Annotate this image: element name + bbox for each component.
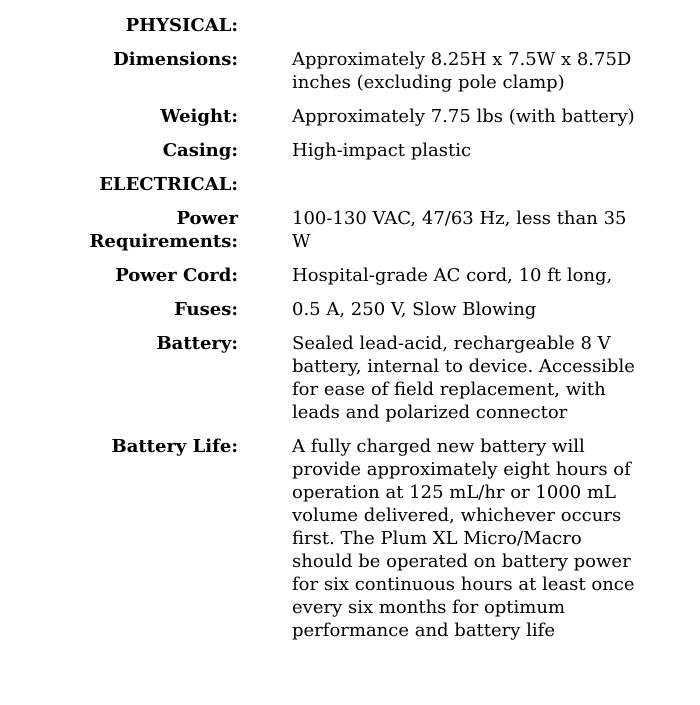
spec-row-battery-life [0,435,700,642]
battery-label: Battery: [156,333,238,354]
weight-label: Weight: [160,106,238,127]
battery-life-value-line: should be operated on battery power [292,551,631,572]
power-requirements-label [0,207,238,253]
section-electrical [0,173,700,196]
spec-row-battery [0,332,700,424]
casing-label: Casing: [162,140,238,161]
power-requirements-label-line: Power [176,208,238,229]
spec-row-dimensions [0,48,700,94]
section-heading-electrical: ELECTRICAL: [99,174,238,195]
battery-life-value-line: for six continuous hours at least once [292,574,635,595]
spec-row-casing [0,139,700,162]
power-requirements-label-line: Requirements: [89,231,238,252]
battery-value-line: battery, internal to device. Accessible [292,356,635,377]
casing-value-line: High-impact plastic [292,140,472,161]
section-physical [0,14,700,37]
power-requirements-value-line: 100-130 VAC, 47/63 Hz, less than 35 [292,208,627,229]
power-requirements-value-line: W [292,231,311,252]
power-requirements-value [292,207,654,253]
battery-life-value-line: volume delivered, whichever occurs [292,505,622,526]
weight-value [292,105,654,128]
spec-row-fuses [0,298,700,321]
fuses-value-line: 0.5 A, 250 V, Slow Blowing [292,299,537,320]
casing-value [292,139,654,162]
dimensions-value-line: inches (excluding pole clamp) [292,72,565,93]
section-heading-physical: PHYSICAL: [125,15,238,36]
battery-life-value-line: A fully charged new battery will [292,436,585,457]
battery-life-value [292,435,654,642]
power-cord-value [292,264,654,287]
battery-life-label: Battery Life: [111,436,238,457]
spec-row-power-cord [0,264,700,287]
battery-value [292,332,654,424]
battery-life-value-line: every six months for optimum [292,597,566,618]
battery-value-line: leads and polarized connector [292,402,568,423]
power-cord-value-line: Hospital-grade AC cord, 10 ft long, [292,265,613,286]
battery-life-value-line: first. The Plum XL Micro/Macro [292,528,582,549]
dimensions-value-line: Approximately 8.25H x 7.5W x 8.75D [292,49,632,70]
battery-life-value-line: provide approximately eight hours of [292,459,631,480]
power-cord-label: Power Cord: [115,265,238,286]
dimensions-label: Dimensions: [113,49,238,70]
battery-value-line: Sealed lead-acid, rechargeable 8 V [292,333,611,354]
battery-life-value-line: operation at 125 mL/hr or 1000 mL [292,482,616,503]
fuses-value [292,298,654,321]
spec-row-power-requirements [0,207,700,253]
dimensions-value [292,48,654,94]
battery-life-value-line: performance and battery life [292,620,555,641]
weight-value-line: Approximately 7.75 lbs (with battery) [292,106,635,127]
battery-value-line: for ease of field replacement, with [292,379,606,400]
fuses-label: Fuses: [174,299,238,320]
spec-row-weight [0,105,700,128]
specifications-table [0,14,700,642]
